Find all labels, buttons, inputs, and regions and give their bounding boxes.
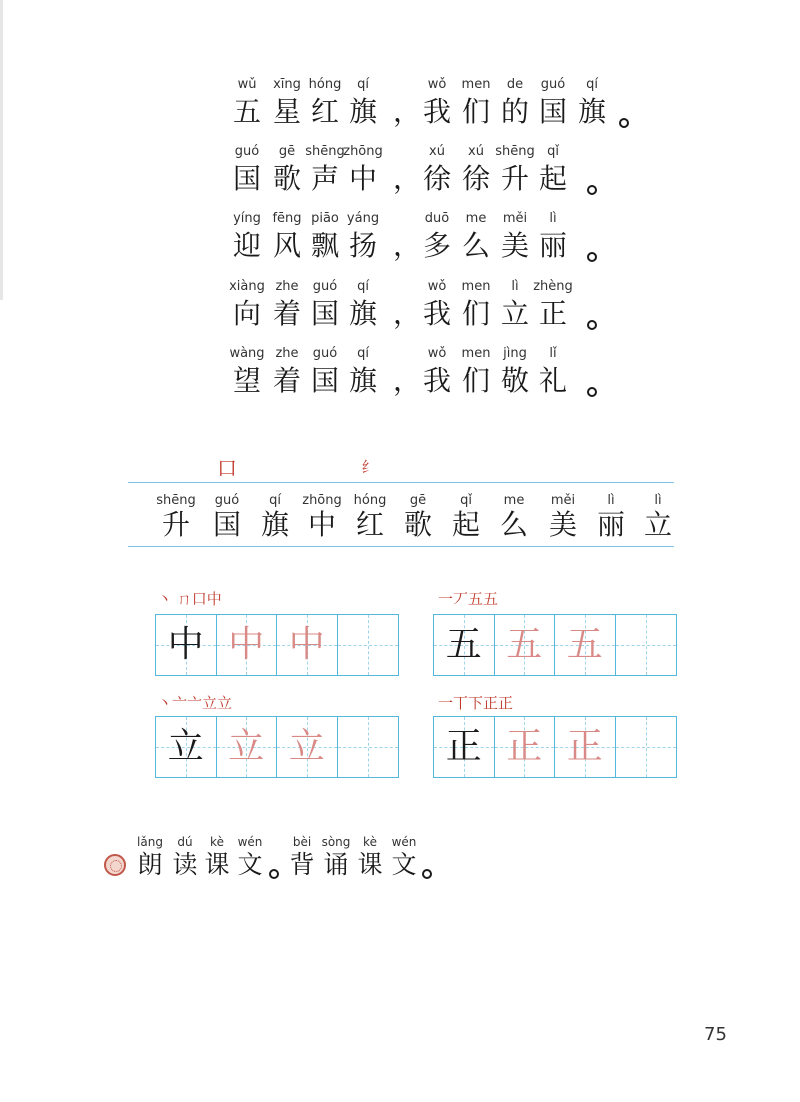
poem-char: 旗: [577, 95, 607, 128]
poem-pinyin: guó: [312, 279, 338, 294]
vocab-top-line: [128, 482, 674, 483]
poem-pinyin: wǒ: [427, 279, 447, 294]
poem-pinyin: yíng: [233, 211, 261, 226]
grid-cell: [156, 717, 217, 777]
poem-pinyin: guó: [312, 346, 338, 361]
trace-char: 五: [566, 624, 603, 665]
radical-kou: 口: [217, 456, 237, 480]
activity-pinyin: sòng: [321, 835, 351, 849]
poem-pinyin: shēng: [495, 144, 535, 159]
poem-pinyin: zhōng: [343, 144, 383, 159]
poem-period: [587, 252, 597, 262]
grid-cell: [277, 615, 338, 675]
grid-cell: [555, 615, 616, 675]
stroke-order-zheng: 一丅下正正: [438, 694, 514, 712]
vocab-char: 美: [548, 508, 578, 541]
grid-cell: [495, 717, 556, 777]
vocab-pinyin: zhōng: [302, 493, 342, 508]
poem-pinyin: shēng: [305, 144, 345, 159]
poem-pinyin: měi: [502, 211, 528, 226]
model-char: 五: [445, 624, 482, 665]
vocab-char: 红: [355, 508, 385, 541]
vocab-pinyin: qǐ: [460, 493, 472, 508]
poem-char: 着: [272, 297, 302, 330]
vocab-pinyin: lì: [654, 493, 662, 508]
poem-char: 的: [500, 95, 530, 128]
poem-char: 旗: [348, 297, 378, 330]
page-number: 75: [704, 1024, 727, 1045]
writing-grid-zhong: [155, 614, 399, 676]
poem-pinyin: men: [461, 77, 491, 92]
poem-pinyin: zhe: [275, 346, 299, 361]
poem-pinyin: qí: [586, 77, 598, 92]
activity-pinyin: bèi: [292, 835, 312, 849]
poem-pinyin: qí: [357, 77, 369, 92]
poem-pinyin: fēng: [272, 211, 302, 226]
grid-cell: [338, 615, 399, 675]
activity-char: 背: [289, 850, 315, 879]
poem-pinyin: men: [461, 346, 491, 361]
poem-char: 歌: [272, 162, 302, 195]
poem-comma: ，: [393, 162, 422, 195]
read-aloud-icon: [104, 854, 126, 876]
writing-grid-wu: [433, 614, 677, 676]
poem-char: 声: [310, 162, 340, 195]
poem-char: 望: [232, 364, 262, 397]
grid-cell: [616, 615, 677, 675]
poem-period: [587, 320, 597, 330]
poem-char: 中: [348, 162, 378, 195]
trace-char: 五: [506, 624, 543, 665]
poem-pinyin: wǔ: [237, 77, 257, 92]
poem-char: 国: [310, 364, 340, 397]
trace-char: 立: [228, 726, 265, 767]
grid-cell: [156, 615, 217, 675]
activity-pinyin: kè: [363, 835, 377, 849]
vocab-pinyin: hóng: [353, 493, 387, 508]
poem-char: 敬: [500, 364, 530, 397]
grid-cell: [277, 717, 338, 777]
poem-char: 我: [422, 297, 452, 330]
activity-char: 文: [391, 850, 417, 879]
poem-pinyin: jìng: [503, 346, 527, 361]
grid-cell: [217, 717, 278, 777]
vocab-char: 丽: [596, 508, 626, 541]
poem-char: 我: [422, 364, 452, 397]
activity-pinyin: wén: [237, 835, 263, 849]
activity-pinyin: dú: [177, 835, 193, 849]
activity-char: 朗: [137, 850, 163, 879]
writing-grid-li: [155, 716, 399, 778]
poem-pinyin: zhe: [275, 279, 299, 294]
activity-pinyin: kè: [210, 835, 224, 849]
activity-char: 读: [172, 850, 198, 879]
trace-char: 中: [288, 624, 325, 665]
poem-char: 着: [272, 364, 302, 397]
activity-char: 课: [204, 850, 230, 879]
radical-si: 纟: [361, 458, 377, 476]
poem-char: 正: [538, 297, 568, 330]
activity-char: 诵: [323, 850, 349, 879]
grid-cell: [616, 717, 677, 777]
poem-pinyin: guó: [540, 77, 566, 92]
poem-pinyin: xú: [468, 144, 484, 159]
vocab-char: 起: [451, 508, 481, 541]
poem-pinyin: piāo: [311, 211, 339, 226]
poem-char: 们: [461, 297, 491, 330]
poem-comma: ，: [393, 364, 422, 397]
trace-char: 正: [506, 726, 543, 767]
grid-cell: [555, 717, 616, 777]
poem-char: 美: [500, 229, 530, 262]
activity-period: [269, 869, 279, 879]
poem-pinyin: wàng: [229, 346, 265, 361]
poem-char: 徐: [422, 162, 452, 195]
poem-pinyin: xú: [429, 144, 445, 159]
poem-char: 升: [500, 162, 530, 195]
vocab-pinyin: měi: [550, 493, 576, 508]
poem-pinyin: xiàng: [229, 279, 265, 294]
poem-char: 起: [538, 162, 568, 195]
poem-char: 旗: [348, 364, 378, 397]
stroke-order-li: 丶亠亠立立: [157, 694, 233, 712]
activity-period: [422, 869, 432, 879]
poem-pinyin: wǒ: [427, 346, 447, 361]
poem-char: 多: [422, 229, 452, 262]
vocab-char: 升: [161, 508, 191, 541]
poem-pinyin: duō: [424, 211, 450, 226]
vocab-bottom-line: [128, 546, 674, 547]
vocab-pinyin: qí: [269, 493, 281, 508]
poem-char: 丽: [538, 229, 568, 262]
stroke-order-wu: 一丆五五: [438, 590, 499, 608]
poem-pinyin: qí: [357, 279, 369, 294]
poem-pinyin: lǐ: [549, 346, 557, 361]
activity-pinyin: wén: [391, 835, 417, 849]
poem-period: [587, 387, 597, 397]
vocab-char: 旗: [260, 508, 290, 541]
grid-cell: [217, 615, 278, 675]
model-char: 中: [167, 624, 204, 665]
vocab-char: 中: [307, 508, 337, 541]
poem-comma: ，: [393, 229, 422, 262]
poem-pinyin: guó: [234, 144, 260, 159]
page-edge-mark: [0, 0, 3, 300]
activity-char: 课: [357, 850, 383, 879]
poem-char: 旗: [348, 95, 378, 128]
grid-cell: [495, 615, 556, 675]
poem-char: 们: [461, 95, 491, 128]
poem-char: 国: [310, 297, 340, 330]
stroke-order-zhong: 丶 ㄇ口中: [157, 590, 222, 608]
vocab-char: 国: [212, 508, 242, 541]
poem-pinyin: yáng: [346, 211, 380, 226]
activity-char: 文: [237, 850, 263, 879]
poem-pinyin: hóng: [308, 77, 342, 92]
poem-comma: ，: [393, 95, 422, 128]
poem-char: 国: [538, 95, 568, 128]
poem-char: 五: [232, 95, 262, 128]
poem-pinyin: wǒ: [427, 77, 447, 92]
poem-char: 扬: [348, 229, 378, 262]
poem-char: 们: [461, 364, 491, 397]
poem-pinyin: qí: [357, 346, 369, 361]
vocab-char: 歌: [403, 508, 433, 541]
grid-cell: [338, 717, 399, 777]
trace-char: 正: [566, 726, 603, 767]
poem-char: 国: [232, 162, 262, 195]
poem-pinyin: lì: [549, 211, 557, 226]
poem-pinyin: qǐ: [547, 144, 559, 159]
activity-pinyin: lǎng: [137, 835, 163, 849]
model-char: 立: [167, 726, 204, 767]
grid-cell: [434, 717, 495, 777]
poem-pinyin: xīng: [273, 77, 301, 92]
poem-pinyin: men: [461, 279, 491, 294]
writing-grid-zheng: [433, 716, 677, 778]
poem-char: 红: [310, 95, 340, 128]
vocab-pinyin: shēng: [156, 493, 196, 508]
poem-period: [619, 118, 629, 128]
poem-char: 立: [500, 297, 530, 330]
poem-char: 风: [272, 229, 302, 262]
poem-char: 么: [461, 229, 491, 262]
poem-pinyin: lì: [511, 279, 519, 294]
poem-char: 徐: [461, 162, 491, 195]
grid-cell: [434, 615, 495, 675]
vocab-pinyin: lì: [607, 493, 615, 508]
poem-period: [587, 185, 597, 195]
trace-char: 中: [228, 624, 265, 665]
poem-char: 迎: [232, 229, 262, 262]
poem-char: 礼: [538, 364, 568, 397]
poem-char: 向: [232, 297, 262, 330]
poem-pinyin: me: [465, 211, 487, 226]
vocab-pinyin: me: [503, 493, 525, 508]
vocab-pinyin: gē: [409, 493, 427, 508]
poem-pinyin: de: [506, 77, 524, 92]
poem-pinyin: zhèng: [533, 279, 573, 294]
model-char: 正: [445, 726, 482, 767]
vocab-char: 立: [643, 508, 673, 541]
poem-comma: ，: [393, 297, 422, 330]
poem-pinyin: gē: [278, 144, 296, 159]
poem-char: 星: [272, 95, 302, 128]
trace-char: 立: [288, 726, 325, 767]
vocab-pinyin: guó: [214, 493, 240, 508]
vocab-char: 么: [499, 508, 529, 541]
poem-char: 我: [422, 95, 452, 128]
poem-char: 飘: [310, 229, 340, 262]
